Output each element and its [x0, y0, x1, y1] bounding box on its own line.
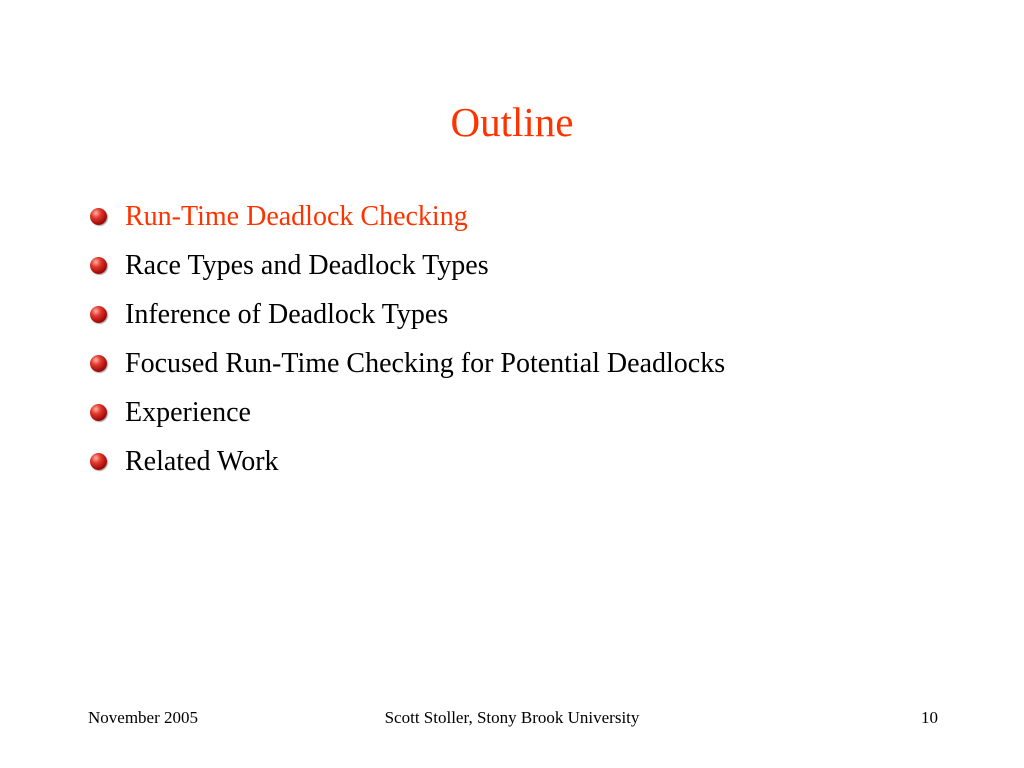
bullet-label: Focused Run-Time Checking for Potential Deadlocks [125, 347, 726, 379]
bullet-label: Inference of Deadlock Types [125, 298, 449, 330]
red-sphere-icon [90, 404, 107, 421]
bullet-item-related-work [90, 437, 725, 486]
bullet-item-race-types [90, 241, 725, 290]
bullet-label: Related Work [125, 445, 279, 477]
slide-title: Outline [450, 99, 574, 145]
red-sphere-icon [90, 453, 107, 470]
bullet-list [90, 192, 725, 486]
bullet-label: Experience [125, 396, 251, 428]
red-sphere-icon [90, 257, 107, 274]
red-sphere-icon [90, 306, 107, 323]
bullet-label: Run-Time Deadlock Checking [125, 200, 468, 232]
red-sphere-icon [90, 208, 107, 225]
red-sphere-icon [90, 355, 107, 372]
footer-author: Scott Stoller, Stony Brook University [384, 708, 640, 727]
page-number: 10 [921, 708, 938, 727]
bullet-item-run-time-deadlock-checking [90, 192, 725, 241]
bullet-label: Race Types and Deadlock Types [125, 249, 489, 281]
footer-date: November 2005 [88, 708, 199, 727]
bullet-item-inference [90, 290, 725, 339]
bullet-item-focused-checking [90, 339, 725, 388]
bullet-item-experience [90, 388, 725, 437]
